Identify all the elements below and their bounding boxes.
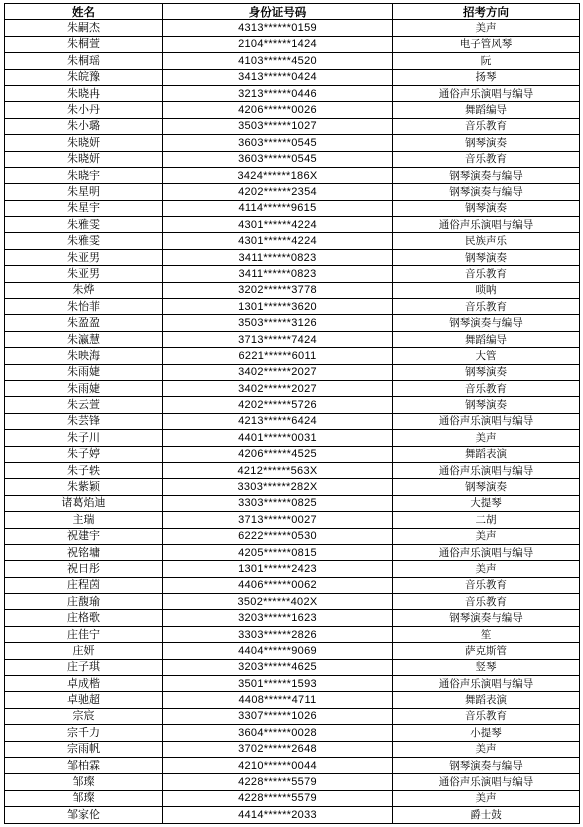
table-row — [5, 692, 580, 708]
cell-name: 朱小丹 — [5, 102, 163, 118]
cell-direction: 钢琴演奏与编导 — [393, 184, 580, 200]
table-row — [5, 348, 580, 364]
cell-id-number: 3303******2826 — [163, 626, 393, 642]
cell-id-number: 4404******9069 — [163, 643, 393, 659]
cell-name: 朱星明 — [5, 184, 163, 200]
cell-id-number: 3303******282X — [163, 479, 393, 495]
cell-name: 宗宸 — [5, 708, 163, 724]
table-row — [5, 102, 580, 118]
cell-name: 宗千力 — [5, 725, 163, 741]
cell-id-number: 3203******1623 — [163, 610, 393, 626]
cell-name: 朱晓冉 — [5, 85, 163, 101]
table-row — [5, 561, 580, 577]
cell-id-number: 4205******0815 — [163, 544, 393, 560]
cell-direction: 爵士鼓 — [393, 807, 580, 823]
cell-name: 朱映海 — [5, 348, 163, 364]
table-row — [5, 299, 580, 315]
table-row — [5, 233, 580, 249]
cell-direction: 美声 — [393, 790, 580, 806]
cell-id-number: 3702******2648 — [163, 741, 393, 757]
cell-direction: 唢呐 — [393, 282, 580, 298]
table-row — [5, 757, 580, 773]
cell-direction: 音乐教育 — [393, 266, 580, 282]
cell-name: 朱晓宇 — [5, 167, 163, 183]
cell-direction: 电子管风琴 — [393, 36, 580, 52]
cell-name: 朱皖豫 — [5, 69, 163, 85]
table-row — [5, 594, 580, 610]
cell-id-number: 3307******1026 — [163, 708, 393, 724]
table-row — [5, 200, 580, 216]
table-row — [5, 610, 580, 626]
cell-id-number: 3424******186X — [163, 167, 393, 183]
cell-name: 邹家伦 — [5, 807, 163, 823]
table-row — [5, 725, 580, 741]
cell-direction: 美声 — [393, 430, 580, 446]
cell-id-number: 3303******0825 — [163, 495, 393, 511]
cell-id-number: 4213******6424 — [163, 413, 393, 429]
cell-direction: 通俗声乐演唱与编导 — [393, 462, 580, 478]
cell-direction: 通俗声乐演唱与编导 — [393, 676, 580, 692]
cell-name: 庄妍 — [5, 643, 163, 659]
cell-id-number: 4212******563X — [163, 462, 393, 478]
cell-id-number: 3213******0446 — [163, 85, 393, 101]
table-row — [5, 446, 580, 462]
cell-name: 朱桐萱 — [5, 36, 163, 52]
cell-id-number: 4206******0026 — [163, 102, 393, 118]
header-id-number: 身份证号码 — [163, 4, 393, 20]
cell-name: 朱星宇 — [5, 200, 163, 216]
table-row — [5, 544, 580, 560]
table-row — [5, 380, 580, 396]
table-row — [5, 53, 580, 69]
table-row — [5, 495, 580, 511]
table-row — [5, 217, 580, 233]
cell-direction: 二胡 — [393, 512, 580, 528]
cell-direction: 美声 — [393, 528, 580, 544]
cell-direction: 美声 — [393, 741, 580, 757]
cell-name: 朱云萱 — [5, 397, 163, 413]
cell-direction: 大提琴 — [393, 495, 580, 511]
cell-direction: 舞蹈表演 — [393, 446, 580, 462]
cell-direction: 笙 — [393, 626, 580, 642]
cell-id-number: 4228******5579 — [163, 774, 393, 790]
cell-id-number: 4202******5726 — [163, 397, 393, 413]
table-row — [5, 397, 580, 413]
cell-direction: 大管 — [393, 348, 580, 364]
cell-name: 祝建宇 — [5, 528, 163, 544]
cell-name: 诸葛焰迪 — [5, 495, 163, 511]
table-row — [5, 36, 580, 52]
cell-id-number: 3603******0545 — [163, 151, 393, 167]
cell-id-number: 2104******1424 — [163, 36, 393, 52]
table-row — [5, 676, 580, 692]
cell-name: 朱盈盈 — [5, 315, 163, 331]
cell-name: 朱子轶 — [5, 462, 163, 478]
table-row — [5, 528, 580, 544]
cell-id-number: 4408******4711 — [163, 692, 393, 708]
cell-id-number: 4313******0159 — [163, 20, 393, 36]
cell-direction: 钢琴演奏 — [393, 200, 580, 216]
cell-direction: 钢琴演奏 — [393, 397, 580, 413]
cell-direction: 音乐教育 — [393, 118, 580, 134]
cell-direction: 钢琴演奏与编导 — [393, 167, 580, 183]
cell-direction: 美声 — [393, 561, 580, 577]
cell-id-number: 4114******9615 — [163, 200, 393, 216]
table-row — [5, 184, 580, 200]
table-row — [5, 741, 580, 757]
cell-direction: 钢琴演奏 — [393, 249, 580, 265]
cell-id-number: 3413******0424 — [163, 69, 393, 85]
cell-direction: 舞蹈编导 — [393, 331, 580, 347]
cell-direction: 通俗声乐演唱与编导 — [393, 413, 580, 429]
cell-name: 邹璨 — [5, 790, 163, 806]
cell-direction: 音乐教育 — [393, 577, 580, 593]
cell-name: 朱紫颖 — [5, 479, 163, 495]
cell-direction: 通俗声乐演唱与编导 — [393, 544, 580, 560]
cell-direction: 小提琴 — [393, 725, 580, 741]
cell-name: 庄程茵 — [5, 577, 163, 593]
table-row — [5, 577, 580, 593]
cell-id-number: 4103******4520 — [163, 53, 393, 69]
header-row — [5, 4, 580, 20]
cell-name: 朱雨婕 — [5, 364, 163, 380]
cell-name: 祝日彤 — [5, 561, 163, 577]
cell-id-number: 6222******0530 — [163, 528, 393, 544]
table-row — [5, 413, 580, 429]
cell-direction: 民族声乐 — [393, 233, 580, 249]
cell-name: 卓驰超 — [5, 692, 163, 708]
table-row — [5, 774, 580, 790]
cell-name: 朱晓妍 — [5, 135, 163, 151]
table-row — [5, 790, 580, 806]
table-row — [5, 85, 580, 101]
table-row — [5, 512, 580, 528]
cell-name: 朱雨婕 — [5, 380, 163, 396]
cell-name: 祝铭墉 — [5, 544, 163, 560]
cell-name: 朱瀛慧 — [5, 331, 163, 347]
cell-name: 庄格歌 — [5, 610, 163, 626]
cell-id-number: 6221******6011 — [163, 348, 393, 364]
cell-id-number: 3502******402X — [163, 594, 393, 610]
cell-direction: 通俗声乐演唱与编导 — [393, 774, 580, 790]
table-row — [5, 331, 580, 347]
cell-name: 卓成楷 — [5, 676, 163, 692]
cell-id-number: 1301******2423 — [163, 561, 393, 577]
cell-name: 庄佳宁 — [5, 626, 163, 642]
table-row — [5, 69, 580, 85]
cell-direction: 通俗声乐演唱与编导 — [393, 85, 580, 101]
cell-direction: 钢琴演奏与编导 — [393, 315, 580, 331]
cell-id-number: 4228******5579 — [163, 790, 393, 806]
cell-name: 邹璨 — [5, 774, 163, 790]
cell-direction: 音乐教育 — [393, 380, 580, 396]
cell-name: 朱亚男 — [5, 249, 163, 265]
table-row — [5, 462, 580, 478]
cell-name: 朱晓妍 — [5, 151, 163, 167]
cell-direction: 音乐教育 — [393, 708, 580, 724]
table-row — [5, 364, 580, 380]
cell-name: 朱小璐 — [5, 118, 163, 134]
table-row — [5, 151, 580, 167]
cell-id-number: 4406******0062 — [163, 577, 393, 593]
table-row — [5, 249, 580, 265]
cell-id-number: 3402******2027 — [163, 364, 393, 380]
cell-direction: 竖琴 — [393, 659, 580, 675]
cell-name: 主瑞 — [5, 512, 163, 528]
cell-name: 朱怡菲 — [5, 299, 163, 315]
cell-name: 朱芸锋 — [5, 413, 163, 429]
cell-direction: 舞蹈表演 — [393, 692, 580, 708]
cell-id-number: 4301******4224 — [163, 233, 393, 249]
cell-name: 朱雅雯 — [5, 233, 163, 249]
table-row — [5, 643, 580, 659]
cell-name: 邹柏霖 — [5, 757, 163, 773]
cell-direction: 音乐教育 — [393, 594, 580, 610]
cell-direction: 扬琴 — [393, 69, 580, 85]
cell-name: 朱桐瑶 — [5, 53, 163, 69]
cell-direction: 音乐教育 — [393, 151, 580, 167]
table-row — [5, 626, 580, 642]
cell-id-number: 4202******2354 — [163, 184, 393, 200]
cell-direction: 钢琴演奏 — [393, 135, 580, 151]
cell-direction: 通俗声乐演唱与编导 — [393, 217, 580, 233]
cell-name: 庄子琪 — [5, 659, 163, 675]
cell-name: 朱子川 — [5, 430, 163, 446]
table-row — [5, 282, 580, 298]
cell-id-number: 3203******4625 — [163, 659, 393, 675]
candidate-table — [4, 3, 580, 824]
cell-id-number: 4210******0044 — [163, 757, 393, 773]
cell-name: 朱子婷 — [5, 446, 163, 462]
cell-direction: 阮 — [393, 53, 580, 69]
header-direction: 招考方向 — [393, 4, 580, 20]
cell-id-number: 3503******3126 — [163, 315, 393, 331]
cell-id-number: 3713******7424 — [163, 331, 393, 347]
table-row — [5, 266, 580, 282]
cell-direction: 钢琴演奏 — [393, 479, 580, 495]
cell-id-number: 3604******0028 — [163, 725, 393, 741]
cell-id-number: 1301******3620 — [163, 299, 393, 315]
cell-direction: 美声 — [393, 20, 580, 36]
cell-name: 朱亚男 — [5, 266, 163, 282]
cell-id-number: 4401******0031 — [163, 430, 393, 446]
cell-direction: 钢琴演奏与编导 — [393, 610, 580, 626]
cell-id-number: 3501******1593 — [163, 676, 393, 692]
cell-direction: 萨克斯管 — [393, 643, 580, 659]
table-row — [5, 430, 580, 446]
cell-id-number: 3713******0027 — [163, 512, 393, 528]
cell-id-number: 4414******2033 — [163, 807, 393, 823]
table-row — [5, 315, 580, 331]
table-row — [5, 135, 580, 151]
cell-name: 朱雅雯 — [5, 217, 163, 233]
header-name: 姓名 — [5, 4, 163, 20]
table-body — [5, 20, 580, 823]
table-row — [5, 659, 580, 675]
cell-name: 朱烨 — [5, 282, 163, 298]
cell-id-number: 4206******4525 — [163, 446, 393, 462]
table-row — [5, 807, 580, 823]
table-row — [5, 20, 580, 36]
cell-name: 庄馥瑜 — [5, 594, 163, 610]
cell-id-number: 3411******0823 — [163, 249, 393, 265]
table-row — [5, 118, 580, 134]
cell-direction: 钢琴演奏 — [393, 364, 580, 380]
cell-id-number: 3402******2027 — [163, 380, 393, 396]
cell-direction: 音乐教育 — [393, 299, 580, 315]
cell-id-number: 4301******4224 — [163, 217, 393, 233]
cell-id-number: 3603******0545 — [163, 135, 393, 151]
table-row — [5, 479, 580, 495]
cell-name: 朱嗣杰 — [5, 20, 163, 36]
table-row — [5, 708, 580, 724]
cell-id-number: 3411******0823 — [163, 266, 393, 282]
cell-id-number: 3202******3778 — [163, 282, 393, 298]
cell-direction: 舞蹈编导 — [393, 102, 580, 118]
table-row — [5, 167, 580, 183]
cell-name: 宗雨帆 — [5, 741, 163, 757]
cell-id-number: 3503******1027 — [163, 118, 393, 134]
cell-direction: 钢琴演奏与编导 — [393, 757, 580, 773]
